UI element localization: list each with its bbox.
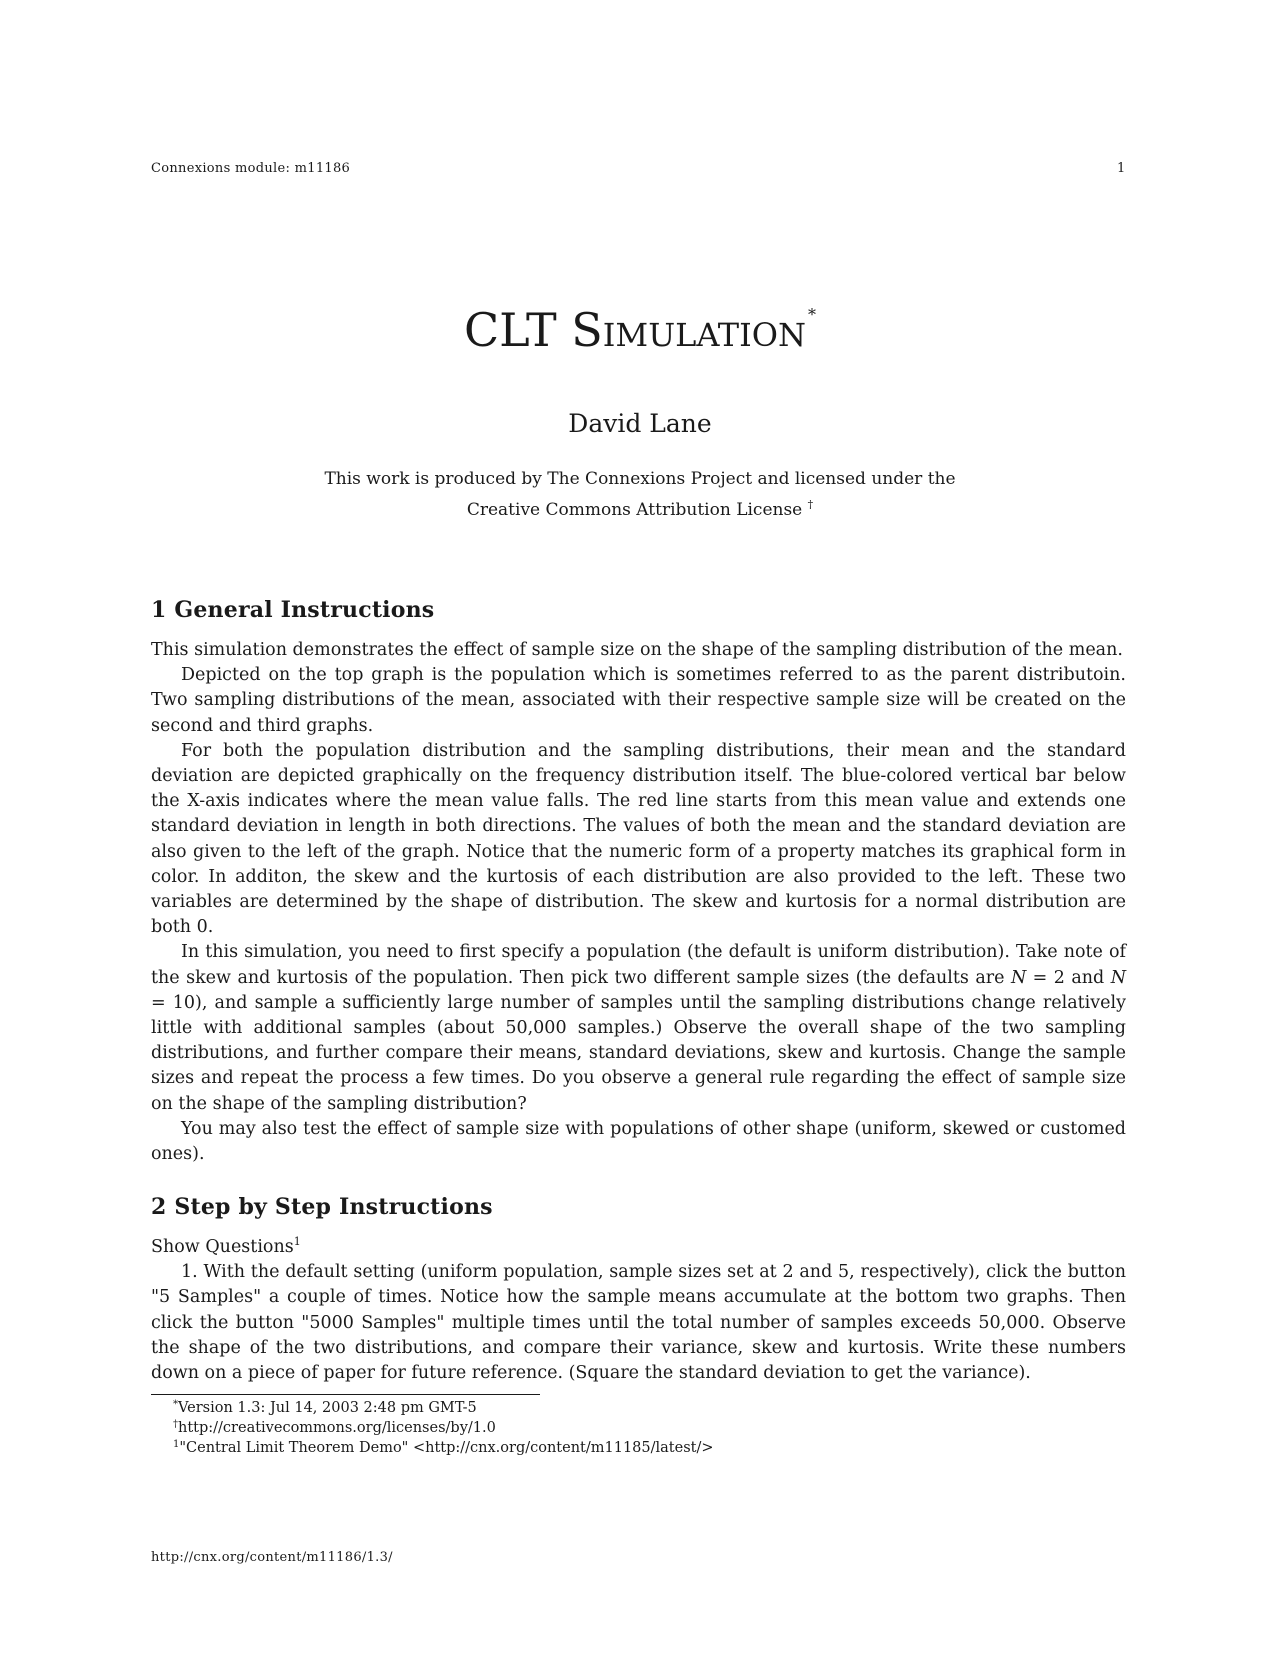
footer-url[interactable]: http://cnx.org/content/m11186/1.3/ (151, 1550, 393, 1565)
math-var-n: N (1010, 967, 1027, 988)
footnote-link[interactable]: "Central Limit Theorem Demo" <http://cnx.org/content/m11185/latest/> (179, 1440, 714, 1456)
show-questions-link[interactable]: Show Questions (151, 1237, 294, 1257)
paragraph: 1. With the default setting (uniform population, sample sizes set at 2 and 5, respectively), click the button "5 Samples" a couple of times. Notice how the sample means accumulate at the bottom two graphs. Then click the button "5000 Samples" multiple times until the total number of samples exceeds 50,000. Observe the shape of the two distributions, and compare their variance, skew and kurtosis. Write these numbers down on a piece of paper for future reference. (Square the standard deviation to get the variance). (151, 1262, 1126, 1384)
section-heading-general: 1 General Instructions (151, 597, 435, 623)
title-main: CLT (463, 303, 572, 357)
paragraph: For both the population distribution and the sampling distributions, their mean and the standard deviation are depicted graphically on the frequency distribution itself. The blue-colored vertical bar below the X-axis indicates where the mean value falls. The red line starts from this mean value and extends one standard deviation in length in both directions. The values of both the mean and the standard deviation are also given to the left of the graph. Notice that the numeric form of a property matches its graphical form in color. In additon, the skew and the kurtosis of each distribution are also provided to the left. These two variables are determined by the shape of distribution. The skew and kurtosis for a normal distribution are both 0. (151, 740, 1126, 938)
footnote-mark: * (173, 1399, 178, 1410)
text-span: = 2 and (1026, 967, 1111, 988)
section-step-body (151, 1235, 1126, 1386)
license-notice (0, 467, 1280, 523)
footnote-link[interactable]: http://creativecommons.org/licenses/by/1.0 (178, 1420, 496, 1436)
paragraph: This simulation demonstrates the effect of sample size on the shape of the sampling distribution of the mean. (151, 640, 1123, 660)
title-small-caps: Simulation (571, 303, 806, 357)
paragraph: You may also test the effect of sample size with populations of other shape (uniform, skewed or customed ones). (151, 1118, 1126, 1165)
footnote-version (173, 1398, 714, 1418)
footnote-demo-link (173, 1438, 714, 1458)
footnote-text: Version 1.3: Jul 14, 2003 2:48 pm GMT-5 (178, 1400, 477, 1416)
license-link-text[interactable]: Creative Commons Attribution License (466, 500, 808, 520)
footnote-mark: † (173, 1419, 178, 1430)
license-line-1: This work is produced by The Connexions Project and licensed under the (324, 469, 956, 489)
section-heading-step-by-step: 2 Step by Step Instructions (151, 1194, 493, 1220)
paragraph (151, 940, 1126, 1116)
footnote-mark: 1 (293, 1235, 301, 1248)
license-line-2 (0, 492, 1280, 523)
math-var-n: N (1110, 967, 1126, 988)
page-number: 1 (1117, 161, 1126, 176)
document-title (0, 303, 1280, 357)
running-header-module: Connexions module: m11186 (151, 161, 351, 176)
footnotes (173, 1398, 714, 1458)
section-general-body (151, 638, 1126, 1167)
paragraph: Depicted on the top graph is the population which is sometimes referred to as the parent distributoin. Two sampling distributions of the mean, associated with their respective sample size will be created on the second and third graphs. (151, 665, 1126, 736)
show-questions-line (151, 1235, 1126, 1260)
author-name: David Lane (568, 409, 712, 438)
footnote-rule (151, 1394, 540, 1395)
text-span: = 10), and sample a sufficiently large number of samples until the sampling distributions change relatively little with additional samples (about 50,000 samples.) Observe the overall shape of the two sampling distributions, and further compare their means, standard deviations, skew and kurtosis. Change the sample sizes and repeat the process a few times. Do you observe a general rule regarding the effect of sample size on the shape of the sampling distribution? (151, 992, 1126, 1114)
footnote-license-url (173, 1418, 714, 1438)
license-footnote-mark: † (807, 498, 814, 511)
text-span: In this simulation, you need to first specify a population (the default is uniform distribution). Take note of the skew and kurtosis of the population. Then pick two different sample sizes (the defaults are (151, 942, 1126, 988)
footnote-mark: 1 (173, 1439, 180, 1450)
title-footnote-mark: * (808, 305, 816, 324)
